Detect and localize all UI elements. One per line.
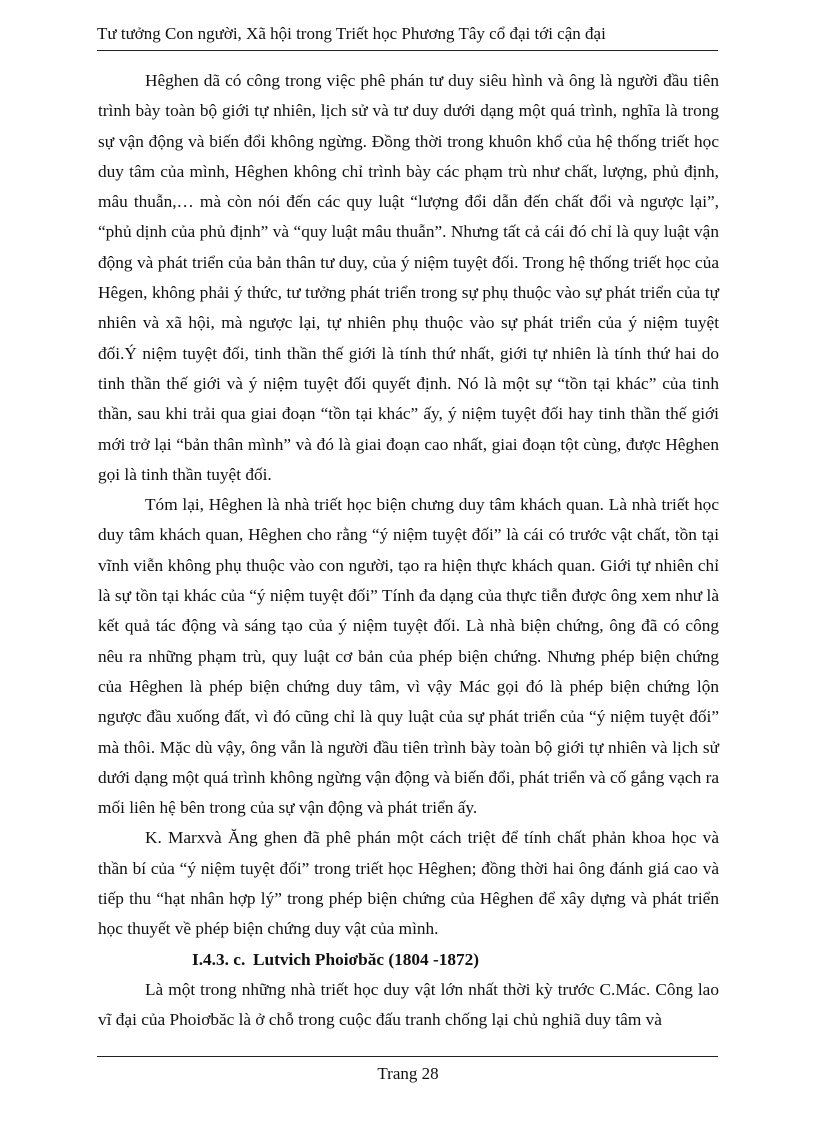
page-number: Trang 28 [377,1064,439,1083]
section-heading [98,945,719,975]
body-paragraph: K. Marxvà Ăng ghen đã phê phán một cách triệt để tính chất phản khoa học và thần bí của “ý niệm tuyệt đối” trong triết học Hêghen; đồng thời hai ông đánh giá cao và tiếp thu “hạt nhân hợp lý” trong phép biện chứng của Hêghen để xây dựng và phát triển học thuyết về phép biện chứng duy vật của mình. [98,828,719,939]
footer-divider [97,1056,718,1057]
running-header: Tư tưởng Con người, Xã hội trong Triết học Phương Tây cổ đại tới cận đại [97,24,606,43]
section-title: Lutvich Phoiơbăc (1804 -1872) [253,949,480,969]
header-divider [97,50,718,51]
section-number: I.4.3. c. [192,949,246,969]
body-paragraph: Tóm lại, Hêghen là nhà triết học biện chưng duy tâm khách quan. Là nhà triết học duy tâm khách quan, Hêghen cho rằng “ý niệm tuyệt đối” là cái có trước vật chất, tồn tại vĩnh viễn không phụ thuộc vào con người, tạo ra hiện thực khách quan. Giới tự nhiên chỉ là sự tồn tại khác của “ý niệm tuyệt đối” Tính đa dạng của thực tiễn được ông xem như là kết quả tác động và sáng tạo của ý niệm tuyệt đối. Là nhà biện chứng, ông đã có công nêu ra những phạm trù, quy luật cơ bản của phép biện chứng. Nhưng phép biện chứng của Hêghen là phép biện chứng duy tâm, vì vậy Mác gọi đó là phép biện chứng lộn ngược đầu xuống đất, vì đó cũng chỉ là quy luật của sự phát triển của “ý niệm tuyệt đối” mà thôi. Mặc dù vậy, ông vẫn là người đầu tiên trình bày toàn bộ giới tự nhiên và lịch sử dưới dạng một quá trình không ngừng vận động và biến đổi, phát triển và cố gắng vạch ra mối liên hệ bên trong của sự vận động và phát triển ấy. [98,495,719,818]
page-body [98,66,719,1036]
body-paragraph: Hêghen dã có công trong việc phê phán tư duy siêu hình và ông là người đầu tiên trình bày toàn bộ giới tự nhiên, lịch sử và tư duy dưới dạng một quá trình, nghĩa là trong sự vận động và biến đổi không ngừng. Đồng thời trong khuôn khổ của hệ thống triết học duy tâm của mình, Hêghen không chỉ trình bày các phạm trù như chất, lượng, phủ định, mâu thuẫn,… mà còn nói đến các quy luật “lượng đổi dẫn đến chất đổi và ngược lại”, “phủ dịnh của phủ định” và “quy luật mâu thuẫn”. Nhưng tất cả cái đó chỉ là quy luật vận động và phát triển của bản thân tư duy, của ý niệm tuyệt đối. Trong hệ thống triết học của Hêgen, không phải ý thức, tư tưởng phát triển trong sự phụ thuộc vào sự phát triển của tự nhiên và xã hội, mà ngược lại, tự nhiên phụ thuộc vào sự phát triển của ý niệm tuyệt đối.Ý niệm tuyệt đối, tinh thần thế giới là tính thứ nhất, giới tự nhiên là tính thứ hai do tinh thần thế giới và ý niệm tuyệt đối quyết định. Nó là một sự “tồn tại khác” của tinh thần, sau khi trải qua giai đoạn “tồn tại khác” ấy, ý niệm tuyệt đối hay tinh thần thế giới mới trở lại “bản thân mình” và đó là giai đoạn cao nhất, giai đoạn tột cùng, được Hêghen gọi là tinh thần tuyệt đối. [98,71,719,484]
body-paragraph: Là một trong những nhà triết học duy vật lớn nhất thời kỳ trước C.Mác. Công lao vĩ đại của Phoiơbăc là ở chỗ trong cuộc đấu tranh chống lại chủ nghiã duy tâm và [98,979,719,1030]
